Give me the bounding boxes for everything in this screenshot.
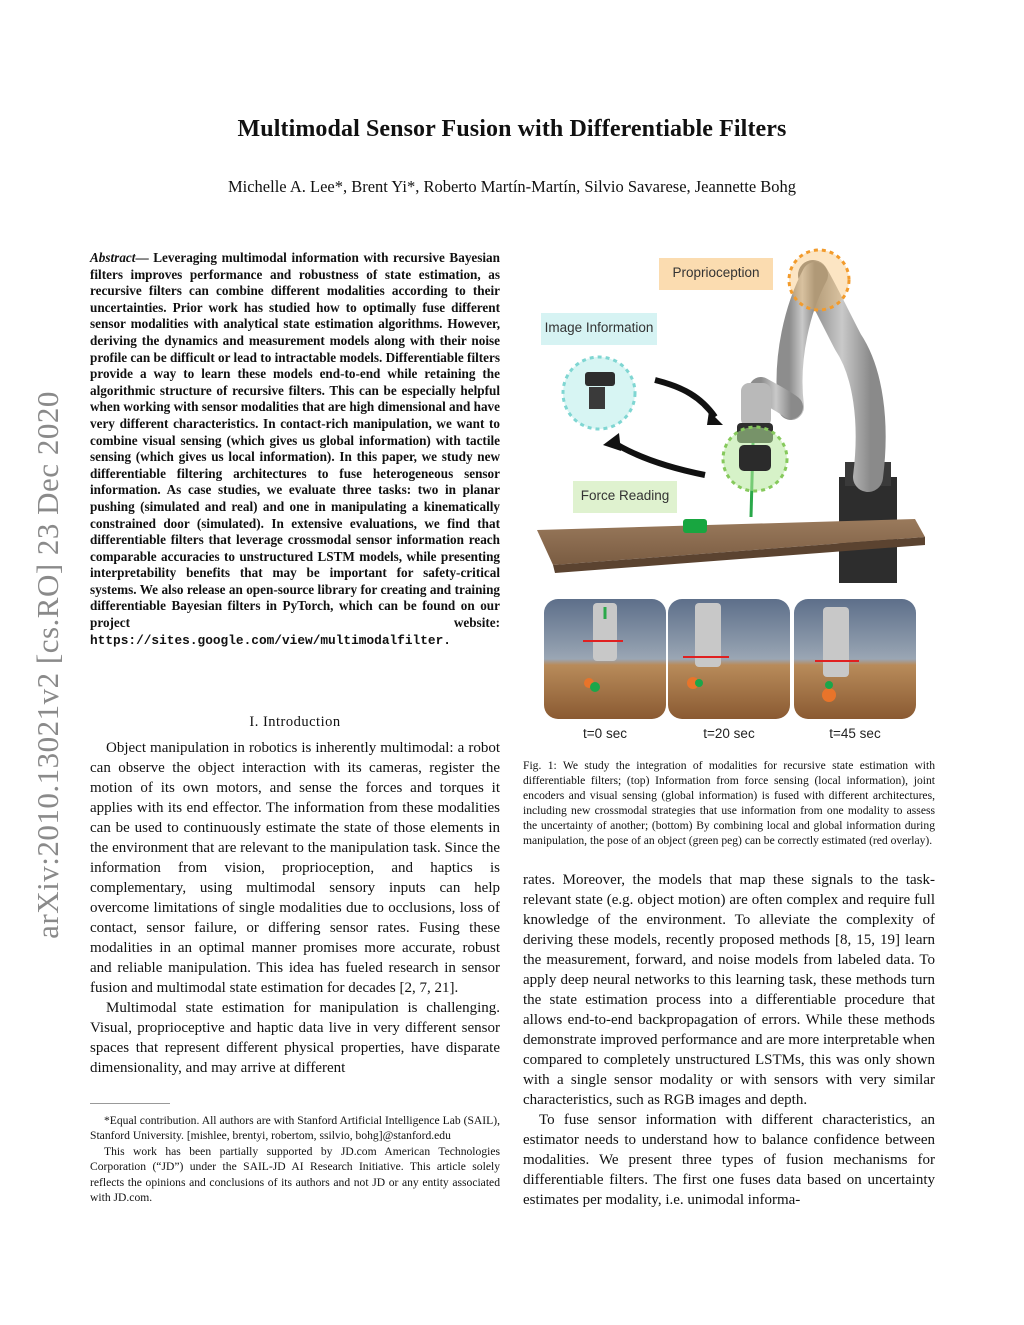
- figure-1: [523, 247, 935, 747]
- green-peg: [683, 519, 707, 533]
- timestep-panel: [668, 599, 790, 719]
- abstract-label: Abstract: [90, 250, 136, 265]
- paragraph: Object manipulation in robotics is inherently multimodal: a robot can observe the object interaction with its cameras, register the motion of its own motors, and sense the forces and torques it applies with its end effector. The information from these modalities can be used to continuously estimate the state of those elements in the environment that are relevant to the manipulation task. Since the information from vision, proprioception, and haptics is complementary, using multimodal sensory inputs can help overcome limitations of single modalities due to occlusions, loss of contact, sensor failure, or differing sensor rates. Fusing these modalities in an optimal manner promises more accurate, robust and reliable manipulation. This idea has fueled research in sensor fusion and multimodal state estimation for decades [2, 7, 21].: [90, 740, 500, 996]
- timestep-label: t=20 sec: [703, 726, 755, 741]
- arrow-robot-to-image: [611, 441, 705, 475]
- footnote: *Equal contribution. All authors are with Stanford Artificial Intelligence Lab (SAIL), Stanford University. [mishlee, brentyi, robertom, ssilvio, bohg]@stanford.edu: [90, 1114, 500, 1143]
- timestep-panel: [794, 599, 916, 719]
- force-reading-label: Force Reading: [573, 481, 677, 513]
- abstract-text: — Leveraging multimodal information with recursive Bayesian filters improves performance and robustness of state estimation, as recursive filters can combine different modalities according to their uncertainties. Prior work has studied how to optimally fuse different sensor modalities with analytical state estimation algorithms. However, deriving the dynamics and measurement models along with their noise profile can be difficult or lead to intractable models. Differentiable filters provide a way to learn these models end-to-end while retaining the algorithmic structure of recursive filters. This can be especially helpful when working with sensor modalities that are high dimensional and have very different characteristics. In contact-rich manipulation, we want to combine visual sensing (which gives us global information) with tactile sensing (which gives us local information). In this paper, we study new differentiable filtering architectures to fuse heterogeneous sensor information. As case studies, we evaluate three tasks: two in planar pushing (simulated and real) and one in manipulating a kinematically constrained door (simulated). In extensive evaluations, we find that differentiable filters that leverage crossmodal sensor information reach comparable accuracies to unstructured LSTM models, while presenting interpretability benefits that may be important for safety-critical systems. We also release an open-source library for creating and training differentiable Bayesian filters in PyTorch, which can be found on our project website:: [90, 250, 500, 631]
- paragraph: rates. Moreover, the models that map these signals to the task-relevant state (e.g. object motion) are often complex and require full knowledge of the environment. To alleviate the complexity of deriving these models, recently proposed methods [8, 15, 19] learn the measurement, forward, and noise models from labeled data. To apply deep neural networks to this learning task, these methods turn the state estimation process into a differentiable procedure that allows end-to-end backpropagation of errors. While these methods demonstrate improved performance and are more interpretable when compared to completely unstructured LSTMs, this was only shown with a single sensor modality or with sensors with very similar characteristics, such as RGB images and depth.: [523, 872, 935, 1108]
- footnotes: [90, 1113, 500, 1205]
- author-list: Michelle A. Lee*, Brent Yi*, Roberto Martín-Martín, Silvio Savarese, Jeannette Bohg: [227, 177, 797, 196]
- figure-caption: Fig. 1: We study the integration of modalities for recursive state estimation with differentiable filters; (top) Information from force sensing (local information), joint encoders and visual sensing (global information) is fused with different architectures, including new crossmodal strategies that use information from one modality to assess the uncertainty of another; (bottom) By combining local and global information during manipulation, the pose of an object (green peg) can be correctly estimated (red overlay).: [523, 759, 935, 848]
- footnote-rule: [90, 1103, 170, 1104]
- timestep-label: t=45 sec: [829, 726, 881, 741]
- section-heading: [90, 714, 500, 731]
- proprioception-marker: [789, 250, 849, 310]
- proprioception-label: Proprioception: [659, 258, 773, 290]
- paragraph: To fuse sensor information with different characteristics, an estimator needs to understand how to balance confidence between modalities. We present three types of fusion mechanisms for differentiable filters. The first one fuses data based on uncertainty estimates per modality, i.e. unimodal informa-: [523, 1112, 935, 1208]
- image-information-label: Image Information: [541, 313, 657, 345]
- timestep-label: t=0 sec: [583, 726, 627, 741]
- arxiv-stamp-text: arXiv:2010.13021v2 [cs.RO] 23 Dec 2020: [30, 391, 65, 939]
- section-heading-text: I. Introduction: [249, 714, 341, 730]
- paragraph: Multimodal state estimation for manipulation is challenging. Visual, proprioceptive and haptic data live in very different sensor spaces that represent different physical properties, have disparate dimensionality, and may arrive at different: [90, 1000, 500, 1076]
- intro-left-column: [90, 738, 500, 1078]
- project-url[interactable]: https://sites.google.com/view/multimodalfilter.: [90, 632, 451, 648]
- timestep-panel: [544, 599, 666, 719]
- arrow-image-to-robot: [655, 380, 715, 417]
- arxiv-stamp: [18, 345, 78, 985]
- paper-title: Multimodal Sensor Fusion with Differentiable Filters: [237, 116, 787, 142]
- footnote: This work has been partially supported by JD.com American Technologies Corporation (“JD”) under the SAIL-JD AI Research Initiative. This article solely reflects the opinions and conclusions of its authors and not JD or any entity associated with JD.com.: [90, 1144, 500, 1205]
- intro-right-column: [523, 870, 935, 1210]
- abstract: [90, 250, 500, 649]
